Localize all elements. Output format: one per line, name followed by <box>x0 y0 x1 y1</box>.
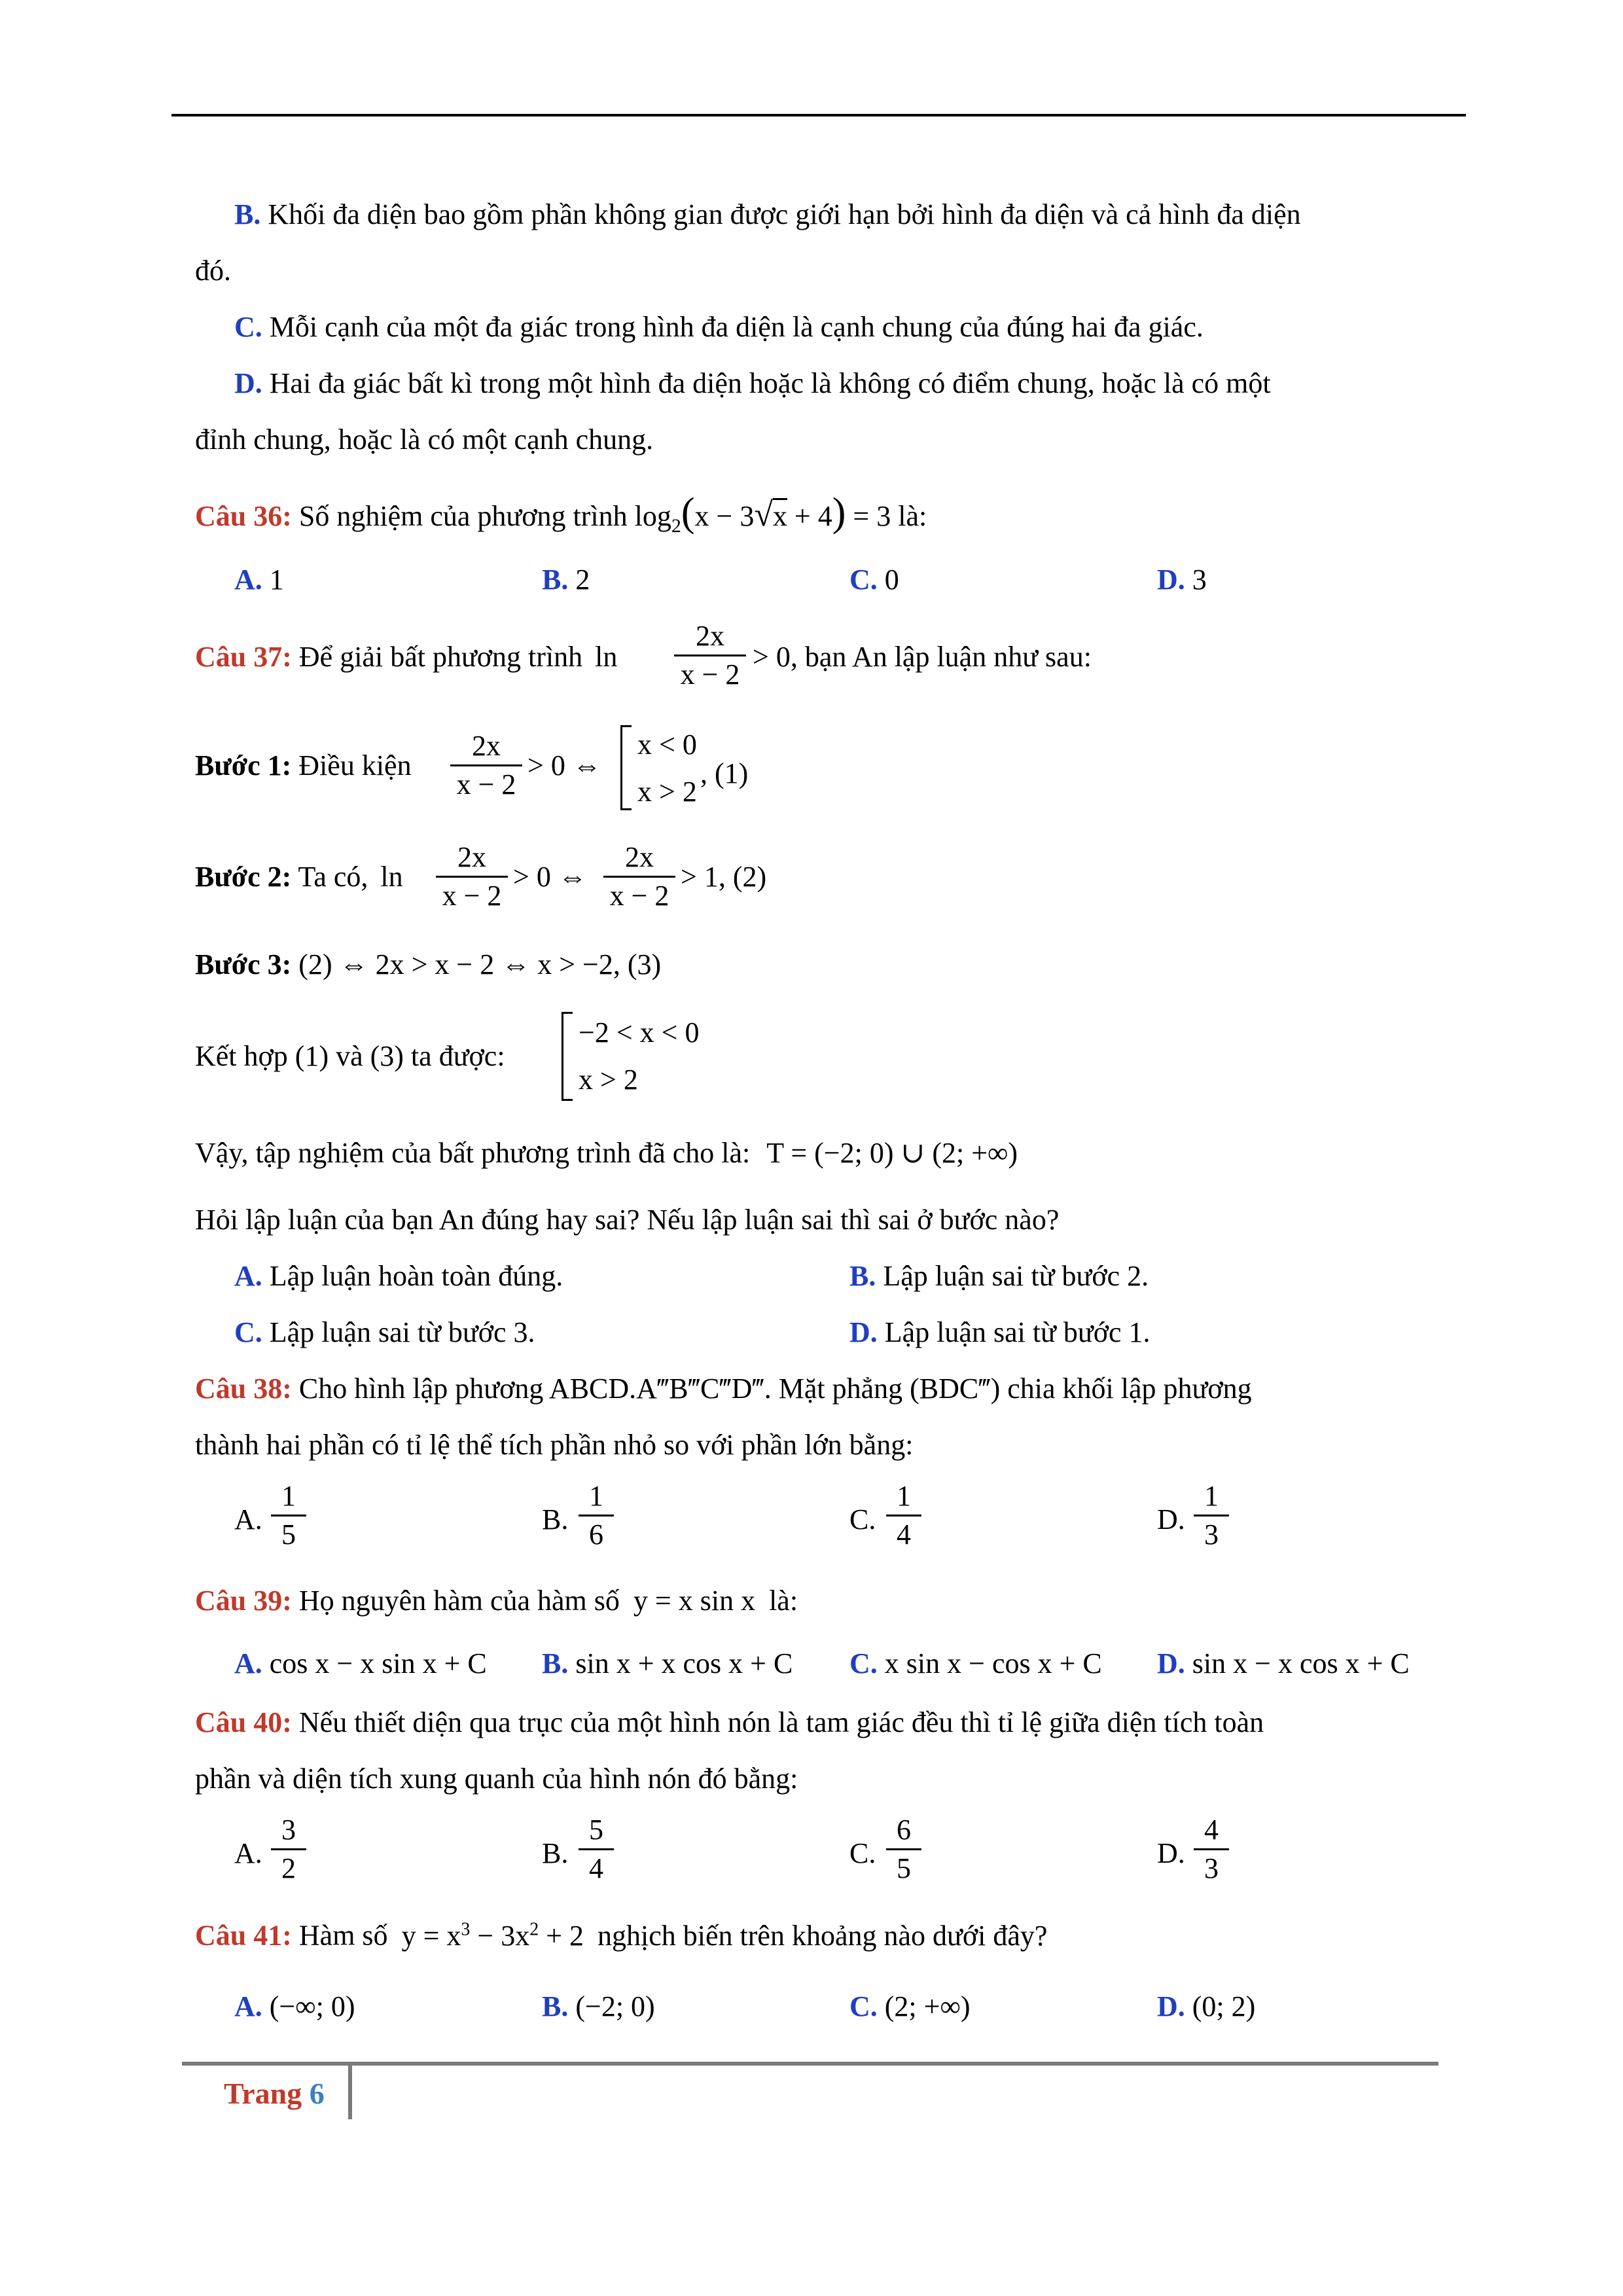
q39-option-b <box>542 1649 793 1678</box>
q37-stem <box>195 643 617 672</box>
q35-option-b <box>234 200 1465 229</box>
q40-option-a-fraction <box>271 1816 306 1883</box>
q36-option-b <box>542 565 590 594</box>
q37-conclusion-set: T = (−2; 0) ∪ (2; +∞) <box>766 1137 1018 1169</box>
q38-text-line1: Cho hình lập phương ABCD.A‴B‴C‴D‴. Mặt phẳng (BDC‴) chia khối lập phương <box>298 1372 1252 1405</box>
q39-option-c-label: C. <box>849 1647 878 1679</box>
q39-option-b-value: sin x + x cos x + C <box>575 1647 793 1679</box>
q37-conclusion-text: Vậy, tập nghiệm của bất phương trình đã cho là: <box>195 1137 751 1169</box>
q36-option-c-value: 0 <box>884 564 899 596</box>
q41-text: Hàm số <box>298 1919 388 1952</box>
q38-option-d-label: D. <box>1157 1503 1185 1535</box>
q40-text-line2: phần và diện tích xung quanh của hình nón đó bằng: <box>195 1763 798 1795</box>
q40-option-c-den: 5 <box>886 1848 921 1883</box>
q39-option-a-label: A. <box>234 1647 262 1679</box>
q39-option-c-value: x sin x − cos x + C <box>884 1647 1102 1679</box>
q39-option-d <box>1157 1649 1410 1678</box>
q36-option-d-value: 3 <box>1192 564 1207 596</box>
q37-option-a <box>234 1262 563 1291</box>
q41-option-a-value: (−∞; 0) <box>269 1990 355 2022</box>
q38-text-line2: thành hai phần có tỉ lệ thể tích phần nhỏ so với phần lớn bằng: <box>195 1429 914 1461</box>
q37-option-d-label: D. <box>849 1316 878 1348</box>
q37-tail: , bạn An lập luận như sau: <box>790 641 1092 673</box>
q36-option-a-label: A. <box>234 564 262 596</box>
q38-option-b-num: 1 <box>589 1480 603 1512</box>
q40-option-c-label: C. <box>849 1837 876 1869</box>
q38-option-c-num: 1 <box>897 1480 911 1512</box>
q39-tail: là: <box>769 1585 798 1617</box>
q41-option-a <box>234 1992 355 2021</box>
q41-option-d-label: D. <box>1157 1990 1185 2022</box>
q39-option-a-value: cos x − x sin x + C <box>269 1647 487 1679</box>
q41-func-c: + 2 <box>546 1919 584 1952</box>
q41-option-b <box>542 1992 655 2021</box>
q40-option-c-num: 6 <box>897 1814 911 1846</box>
q37-option-b-label: B. <box>849 1260 876 1292</box>
q37-step1-frac-num: 2x <box>472 730 501 762</box>
q35-option-d <box>234 369 1271 398</box>
q35-option-b-label: B. <box>234 198 261 230</box>
q41-stem <box>195 1920 1047 1950</box>
q36-tail: là: <box>898 500 927 532</box>
q41-exp2: 2 <box>529 1919 539 1939</box>
q37-step1-rel: > 0 ⇔ <box>527 749 601 781</box>
q41-option-c-label: C. <box>849 1990 878 2022</box>
q41-exp3: 3 <box>461 1919 471 1939</box>
q37-step2-frac2-den: x − 2 <box>603 876 675 910</box>
q39-option-d-label: D. <box>1157 1647 1185 1679</box>
q35-option-d-cont: đỉnh chung, hoặc là có một cạnh chung. <box>195 423 654 456</box>
q40-option-d-num: 4 <box>1204 1814 1219 1846</box>
q37-step1-case2: x > 2 <box>637 776 697 808</box>
q37-option-a-label: A. <box>234 1260 262 1292</box>
q36-option-a-value: 1 <box>269 564 284 596</box>
q41-option-d-value: (0; 2) <box>1192 1990 1256 2022</box>
q36-rhs: = 3 <box>853 500 891 532</box>
q37-option-b <box>849 1262 1149 1291</box>
q38-option-d-den: 3 <box>1194 1515 1229 1549</box>
q37-step1-fraction <box>450 732 522 799</box>
q39-option-c <box>849 1649 1102 1678</box>
q37-frac-den: x − 2 <box>674 655 746 689</box>
q41-option-d <box>1157 1992 1255 2021</box>
q36-label: Câu 36: <box>195 500 292 532</box>
q40-option-c-fraction <box>886 1816 921 1883</box>
q36-log: log <box>634 500 671 532</box>
q36-option-a <box>234 565 284 594</box>
q38-option-b-label: B. <box>542 1503 569 1535</box>
q37-question: Hỏi lập luận của bạn An đúng hay sai? Nếu lập luận sai thì sai ở bước nào? <box>195 1204 1060 1236</box>
q35-option-c-text: Mỗi cạnh của một đa giác trong hình đa diện là cạnh chung của đúng hai đa giác. <box>269 311 1204 343</box>
footer-label: Trang <box>224 2077 302 2110</box>
q37-label: Câu 37: <box>195 641 292 673</box>
q40-option-d-den: 3 <box>1194 1848 1229 1883</box>
q37-step2-fraction-1 <box>436 843 508 910</box>
q35-option-b-text: Khối đa diện bao gồm phần không gian được giới hạn bởi hình đa diện và cả hình đa diện <box>268 198 1301 230</box>
q35-option-b-cont: đó. <box>195 255 231 287</box>
q38-option-a-fraction <box>271 1482 306 1549</box>
q39-stem <box>195 1587 798 1615</box>
q40-option-b-den: 4 <box>579 1848 614 1883</box>
q37-combine-bracket <box>562 1012 573 1101</box>
q35-option-d-label: D. <box>234 367 262 399</box>
q36-log-base: 2 <box>671 514 681 537</box>
q36-option-c <box>849 565 899 594</box>
q40-option-a-den: 2 <box>271 1848 306 1883</box>
q40-stem <box>195 1708 1264 1737</box>
q40-option-a-num: 3 <box>281 1814 296 1846</box>
footer-divider <box>348 2066 352 2119</box>
q37-option-b-value: Lập luận sai từ bước 2. <box>883 1260 1149 1292</box>
q37-step2-frac2-num: 2x <box>625 841 654 873</box>
header-rule <box>171 114 1466 117</box>
q37-step2 <box>195 863 403 891</box>
q40-option-b-fraction <box>579 1816 614 1883</box>
q40-option-b-label: B. <box>542 1837 569 1869</box>
q37-option-a-value: Lập luận hoàn toàn đúng. <box>269 1260 563 1292</box>
q38-option-d-num: 1 <box>1204 1480 1219 1512</box>
q35-option-c-label: C. <box>234 311 262 343</box>
q37-stem-tail <box>753 643 1092 672</box>
q37-step1-text: Điều kiện <box>298 749 412 781</box>
q37-combine-case2: x > 2 <box>579 1064 638 1096</box>
footer-rule <box>182 2062 1438 2066</box>
q41-option-c-value: (2; +∞) <box>884 1990 971 2022</box>
q36-inner-b: + 4 <box>794 500 832 532</box>
q37-combine-case1: −2 < x < 0 <box>579 1016 700 1049</box>
q37-ln: ln <box>595 641 618 673</box>
q38-label: Câu 38: <box>195 1372 292 1405</box>
q37-option-c <box>234 1318 535 1347</box>
q37-step2-frac1-num: 2x <box>457 841 486 873</box>
q37-step2-frac1-den: x − 2 <box>436 876 508 910</box>
q37-combine: Kết hợp (1) và (3) ta được: <box>195 1040 505 1072</box>
q41-option-b-value: (−2; 0) <box>575 1990 655 2022</box>
q41-option-a-label: A. <box>234 1990 262 2022</box>
q37-step1-frac-den: x − 2 <box>450 764 522 799</box>
q36-option-c-label: C. <box>849 564 878 596</box>
q37-step2-tag: > 1, (2) <box>681 861 767 893</box>
q38-option-a-label: A. <box>234 1503 262 1535</box>
q39-label: Câu 39: <box>195 1585 292 1617</box>
q37-step2-text: Ta có, <box>298 861 368 893</box>
q37-option-d <box>849 1318 1150 1347</box>
q37-fraction <box>674 622 746 689</box>
q39-option-a <box>234 1649 487 1678</box>
q37-option-c-value: Lập luận sai từ bước 3. <box>269 1316 535 1348</box>
q36-text: Số nghiệm của phương trình <box>298 500 628 532</box>
page-number: 6 <box>309 2077 325 2110</box>
q40-option-b-num: 5 <box>589 1814 603 1846</box>
q37-step1-bracket <box>620 725 632 810</box>
q36-option-d <box>1157 565 1207 594</box>
q39-option-d-value: sin x − x cos x + C <box>1192 1647 1410 1679</box>
q38-stem <box>195 1374 1252 1403</box>
q41-func-a: y = x <box>401 1919 461 1952</box>
q40-option-d-fraction <box>1194 1816 1229 1883</box>
q37-step1-label: Bước 1: <box>195 749 292 781</box>
q35-option-c <box>234 313 1204 342</box>
q41-option-b-label: B. <box>542 1990 569 2022</box>
q37-conclusion <box>195 1139 1018 1168</box>
q36-inner-a: x − 3 <box>694 500 755 532</box>
q41-func <box>402 1920 584 1952</box>
q37-step1 <box>195 751 412 780</box>
q41-tail: nghịch biến trên khoảng nào dưới đây? <box>597 1919 1048 1952</box>
q40-option-a-label: A. <box>234 1837 262 1869</box>
q36-option-b-label: B. <box>542 564 569 596</box>
page-footer <box>224 2076 325 2111</box>
q38-option-b-fraction <box>579 1482 614 1549</box>
q38-option-c-fraction <box>886 1482 921 1549</box>
q41-func-b: − 3x <box>477 1919 530 1952</box>
q36-sqrt-arg: x <box>773 498 787 532</box>
q38-option-d-fraction <box>1194 1482 1229 1549</box>
q37-step2-label: Bước 2: <box>195 861 292 893</box>
q37-step2-ln: ln <box>380 861 403 893</box>
q36-equation: $\log_2(x - 3√x + 4) = 3$ <box>634 490 891 537</box>
q37-frac-num: 2x <box>696 620 724 652</box>
q37-step3 <box>195 950 661 979</box>
q37-step1-tag: , (1) <box>700 757 749 789</box>
q37-step3-text: (2) ⇔ 2x > x − 2 ⇔ x > −2, (3) <box>298 948 662 980</box>
q37-step2-fraction-2 <box>603 843 675 910</box>
q37-text: Để giải bất phương trình <box>298 641 583 673</box>
q36-option-d-label: D. <box>1157 564 1185 596</box>
q36-stem <box>195 492 927 536</box>
q41-option-c <box>849 1992 971 2021</box>
q37-gt0: > 0 <box>753 641 791 673</box>
q39-text: Họ nguyên hàm của hàm số <box>298 1585 620 1617</box>
q37-step1-case1: x < 0 <box>637 728 697 761</box>
q38-option-c-den: 4 <box>886 1515 921 1549</box>
q38-option-a-num: 1 <box>281 1480 296 1512</box>
q40-text-line1: Nếu thiết diện qua trục của một hình nón là tam giác đều thì tỉ lệ giữa diện tích toàn <box>298 1706 1264 1738</box>
q37-step3-label: Bước 3: <box>195 948 292 980</box>
q38-option-b-den: 6 <box>579 1515 614 1549</box>
q37-step2-rel: > 0 ⇔ <box>513 861 587 893</box>
q39-option-b-label: B. <box>542 1647 569 1679</box>
q35-option-d-text: Hai đa giác bất kì trong một hình đa diện hoặc là không có điểm chung, hoặc là có một <box>269 367 1271 399</box>
q37-option-d-value: Lập luận sai từ bước 1. <box>884 1316 1150 1348</box>
q38-option-c-label: C. <box>849 1503 876 1535</box>
q37-option-c-label: C. <box>234 1316 262 1348</box>
q38-option-a-den: 5 <box>271 1515 306 1549</box>
q40-label: Câu 40: <box>195 1706 292 1738</box>
q36-option-b-value: 2 <box>575 564 590 596</box>
q39-func: y = x sin x <box>633 1585 756 1617</box>
q41-label: Câu 41: <box>195 1919 292 1952</box>
q40-option-d-label: D. <box>1157 1837 1185 1869</box>
